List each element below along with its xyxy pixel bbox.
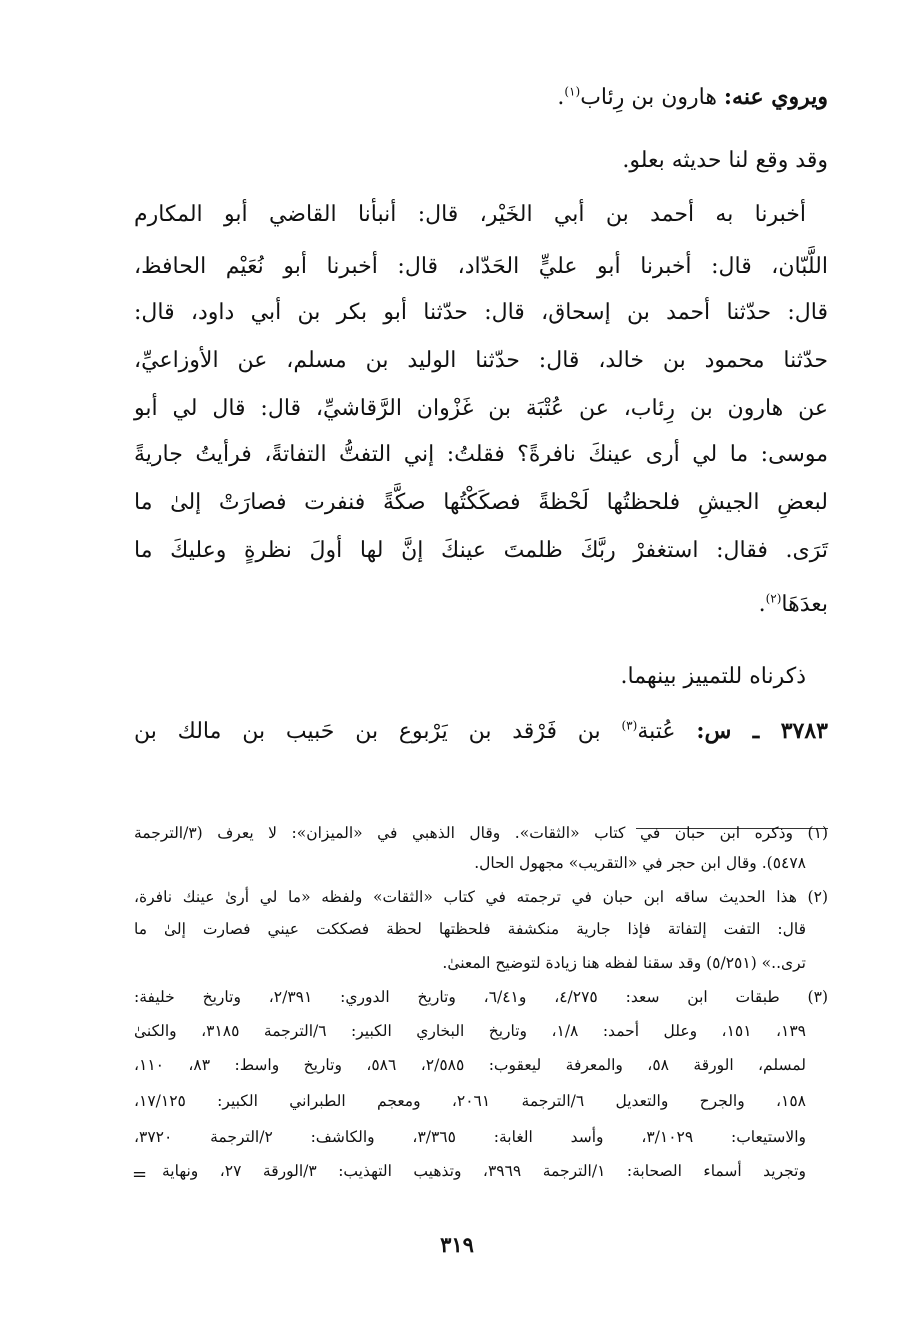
footnote-ref-3[interactable]: (٣) [621, 718, 638, 733]
body-line-2: وقد وقع لنا حديثه بعلو. [622, 148, 828, 173]
entry-number: ٣٧٨٣ ـ س: [696, 718, 828, 744]
body-line-10: تَرَى. فقال: استغفرْ ربَّكَ ظلمتَ عينكَ إنَّ لها أولَ نظرةٍ وعليكَ ما [134, 538, 828, 563]
continuation-mark: = [132, 1164, 148, 1185]
footnote-3-line-6: وتجريد أسماء الصحابة: ١/الترجمة ٣٩٦٩، وتذهيب التهذيب: ٣/الورقة ٢٧، ونهاية [162, 1162, 806, 1180]
body-line-6: حدّثنا محمود بن خالد، قال: حدّثنا الوليد بن مسلم، عن الأوزاعيِّ، [134, 348, 828, 373]
body-line-7: عن هارون بن رِئاب، عن عُتْبَة بن غَزْوان الرَّقاشيِّ، قال: قال لي أبو [134, 396, 828, 421]
footnote-1-line-1: (١) وذكره ابن حبان في كتاب «الثقات». وقال الذهبي في «الميزان»: لا يعرف (٣/الترجمة [134, 824, 828, 842]
body-line-5: قال: حدّثنا أحمد بن إسحاق، قال: حدّثنا أبو بكر بن أبي داود، قال: [134, 300, 828, 325]
body-line-11: بعدَهَا$^{(٢)}$. [758, 591, 828, 617]
page-number: ٣١٩ [440, 1232, 474, 1257]
footnote-3-line-5: والاستيعاب: ٣/١٠٢٩، وأسد الغابة: ٣/٣٦٥، والكاشف: ٢/الترجمة ٣٧٢٠، [134, 1128, 806, 1146]
body-line-4: اللَّبّان، قال: أخبرنا أبو عليٍّ الحَدّاد، قال: أخبرنا أبو نُعَيْم الحافظ، [134, 254, 828, 279]
footnote-2-line-3: ترى..» (٥/٢٥١) وقد سقنا لفظه هنا زيادة لتوضيح المعنىٰ. [442, 954, 806, 972]
footnote-3-line-2: ١٣٩، ١٥١، وعلل أحمد: ١/٨، وتاريخ البخاري الكبير: ٦/الترجمة ٣١٨٥، والكنىٰ [134, 1022, 806, 1040]
footnote-3-line-4: ١٥٨، والجرح والتعديل ٦/الترجمة ٢٠٦١، ومعجم الطبراني الكبير: ١٧/١٢٥، [134, 1092, 807, 1110]
body-line-1: ويروي عنه: هارون بن رِئاب$^{(١)}$. [557, 84, 828, 110]
footnote-ref-2[interactable]: (٢) [765, 591, 782, 606]
entry-heading: ٣٧٨٣ ـ س: عُتبة$^{(٣)}$ بن فَرْقد بن يَرْبوع بن حَبيب بن مالك بن [134, 718, 828, 744]
footnote-1-line-2: ٥٤٧٨). وقال ابن حجر في «التقريب» مجهول الحال. [474, 854, 806, 872]
body-line-8: موسى: ما لي أرى عينكَ نافرةً؟ فقلتُ: إني التفتُّ التفاتةً، فرأيتُ جاريةً [134, 442, 828, 467]
footnote-2-line-2: قال: التفت إلتفاتة فإذا جارية منكشفة فلحظتها لحظة فصككت عيني فصارت إلىٰ ما [134, 920, 806, 938]
footnote-2-line-1: (٢) هذا الحديث ساقه ابن حبان في ترجمته في كتاب «الثقات» ولفظه «ما لي أرىٰ عينك نافرة، [134, 888, 828, 906]
body-line-9: لبعضِ الجيشِ فلحظتُها لَحْظةً فصكَكْتُها صكَّةً فنفرت فصارَتْ إلىٰ ما [134, 490, 828, 515]
footnote-3-line-1: (٣) طبقات ابن سعد: ٤/٢٧٥، و٦/٤١، وتاريخ الدوري: ٢/٣٩١، وتاريخ خليفة: [134, 988, 828, 1006]
body-line-12: ذكرناه للتمييز بينهما. [620, 664, 806, 689]
footnote-3-line-3: لمسلم، الورقة ٥٨، والمعرفة ليعقوب: ٢/٥٨٥، ٥٨٦، وتاريخ واسط: ٨٣، ١١٠، [134, 1056, 806, 1074]
body-line-3: أخبرنا به أحمد بن أبي الخَيْر، قال: أنبأنا القاضي أبو المكارم [134, 202, 806, 227]
footnote-ref-1[interactable]: (١) [564, 84, 581, 99]
narrator-lead: ويروي عنه: [723, 84, 828, 110]
